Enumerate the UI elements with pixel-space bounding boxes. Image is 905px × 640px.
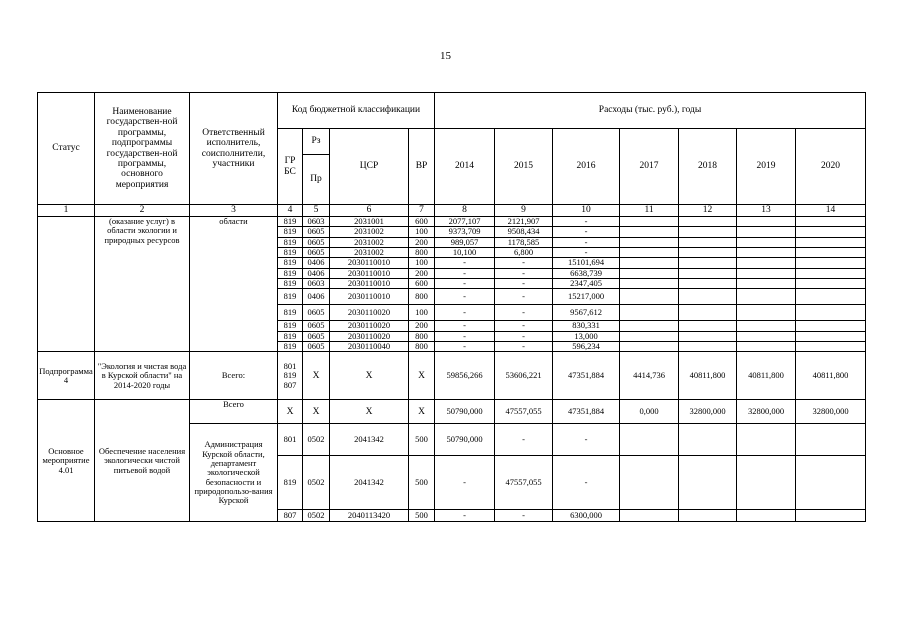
value-cell: - bbox=[495, 268, 553, 278]
vr-cell: 100 bbox=[409, 227, 435, 237]
grbs-cell: 819 bbox=[278, 289, 303, 305]
csr-cell: 2030110010 bbox=[330, 258, 409, 268]
value-cell: - bbox=[495, 331, 553, 341]
rzpr-cell: 0605 bbox=[303, 227, 330, 237]
value-cell: 9567,612 bbox=[553, 305, 620, 321]
vr-cell: 800 bbox=[409, 289, 435, 305]
value-cell: 15101,694 bbox=[553, 258, 620, 268]
empty-cell bbox=[620, 237, 679, 247]
value-cell: 6,800 bbox=[495, 248, 553, 258]
value-cell: 6300,000 bbox=[553, 510, 620, 522]
rzpr-cell: 0605 bbox=[303, 321, 330, 331]
grbs-cell: 819 bbox=[278, 342, 303, 352]
value-cell: - bbox=[435, 305, 495, 321]
rzpr-cell: 0605 bbox=[303, 305, 330, 321]
empty-cell bbox=[620, 342, 679, 352]
empty-cell bbox=[620, 258, 679, 268]
empty-cell bbox=[796, 510, 866, 522]
grbs-cell: 807 bbox=[278, 510, 303, 522]
empty-cell bbox=[679, 321, 737, 331]
grbs-cell: 819 bbox=[278, 331, 303, 341]
empty-cell bbox=[620, 279, 679, 289]
rzpr-cell: 0605 bbox=[303, 342, 330, 352]
header-year: 2017 bbox=[620, 129, 679, 205]
column-number: 3 bbox=[190, 205, 278, 217]
value-cell: - bbox=[435, 456, 495, 510]
empty-cell bbox=[796, 268, 866, 278]
table-row bbox=[38, 352, 866, 400]
empty-cell bbox=[679, 289, 737, 305]
value-cell: - bbox=[495, 289, 553, 305]
empty-cell bbox=[679, 217, 737, 227]
empty-cell bbox=[620, 331, 679, 341]
empty-cell bbox=[679, 248, 737, 258]
csr-cell: 2030110010 bbox=[330, 289, 409, 305]
empty-cell bbox=[737, 227, 796, 237]
csr-cell: 2030110020 bbox=[330, 321, 409, 331]
column-number: 13 bbox=[737, 205, 796, 217]
value-cell: 32800,000 bbox=[737, 400, 796, 424]
value-cell: 59856,266 bbox=[435, 352, 495, 400]
table-row bbox=[38, 400, 866, 424]
value-cell: - bbox=[435, 289, 495, 305]
empty-cell bbox=[620, 289, 679, 305]
empty-cell bbox=[679, 424, 737, 456]
grbs-cell: 819 bbox=[278, 456, 303, 510]
value-cell: 40811,800 bbox=[679, 352, 737, 400]
value-cell: - bbox=[553, 456, 620, 510]
grbs-cell: 819 bbox=[278, 305, 303, 321]
empty-cell bbox=[737, 217, 796, 227]
value-cell: 6638,739 bbox=[553, 268, 620, 278]
empty-cell bbox=[737, 321, 796, 331]
header-year: 2020 bbox=[796, 129, 866, 205]
value-cell: 32800,000 bbox=[679, 400, 737, 424]
empty-cell bbox=[737, 424, 796, 456]
value-cell: 9373,709 bbox=[435, 227, 495, 237]
column-number: 14 bbox=[796, 205, 866, 217]
empty-cell bbox=[620, 510, 679, 522]
value-cell: - bbox=[495, 321, 553, 331]
responsible-cell: Администрация Курской области, департамент экологической безопасности и природопользо-вания Курской bbox=[190, 424, 278, 522]
status-cell: Основное мероприятие 4.01 bbox=[38, 400, 95, 522]
header-grbs: ГР БС bbox=[278, 129, 303, 205]
column-number: 6 bbox=[330, 205, 409, 217]
value-cell: - bbox=[495, 424, 553, 456]
grbs-cell: 801 819 807 bbox=[278, 352, 303, 400]
value-cell: - bbox=[495, 342, 553, 352]
vr-cell: 500 bbox=[409, 456, 435, 510]
empty-cell bbox=[737, 305, 796, 321]
rzpr-cell: 0502 bbox=[303, 424, 330, 456]
column-number: 7 bbox=[409, 205, 435, 217]
csr-cell: 2031002 bbox=[330, 227, 409, 237]
rzpr-cell: 0406 bbox=[303, 289, 330, 305]
grbs-cell: 819 bbox=[278, 248, 303, 258]
vr-cell: 600 bbox=[409, 279, 435, 289]
vr-cell: 800 bbox=[409, 331, 435, 341]
vr-cell: 800 bbox=[409, 248, 435, 258]
value-cell: - bbox=[435, 342, 495, 352]
header-vr: ВР bbox=[409, 129, 435, 205]
header-pr: Пр bbox=[303, 155, 330, 205]
vr-cell: X bbox=[409, 400, 435, 424]
empty-cell bbox=[679, 305, 737, 321]
empty-cell bbox=[620, 424, 679, 456]
csr-cell: 2030110020 bbox=[330, 331, 409, 341]
empty-cell bbox=[679, 510, 737, 522]
header-csr: ЦСР bbox=[330, 129, 409, 205]
value-cell: - bbox=[553, 424, 620, 456]
table-row bbox=[38, 217, 866, 227]
rzpr-cell: 0603 bbox=[303, 279, 330, 289]
grbs-cell: 819 bbox=[278, 321, 303, 331]
vr-cell: 100 bbox=[409, 305, 435, 321]
value-cell: - bbox=[435, 279, 495, 289]
empty-cell bbox=[679, 258, 737, 268]
empty-cell bbox=[737, 331, 796, 341]
empty-cell bbox=[796, 305, 866, 321]
vr-cell: 200 bbox=[409, 237, 435, 247]
value-cell: 13,000 bbox=[553, 331, 620, 341]
empty-cell bbox=[620, 248, 679, 258]
value-cell: 2077,107 bbox=[435, 217, 495, 227]
rzpr-cell: 0502 bbox=[303, 510, 330, 522]
csr-cell: 2030110040 bbox=[330, 342, 409, 352]
value-cell: 4414,736 bbox=[620, 352, 679, 400]
empty-cell bbox=[796, 227, 866, 237]
csr-cell: X bbox=[330, 400, 409, 424]
empty-cell bbox=[737, 237, 796, 247]
empty-cell bbox=[737, 342, 796, 352]
header-status: Статус bbox=[38, 93, 95, 205]
value-cell: 47351,884 bbox=[553, 352, 620, 400]
empty-cell bbox=[737, 456, 796, 510]
grbs-cell: 801 bbox=[278, 424, 303, 456]
csr-cell: 2040113420 bbox=[330, 510, 409, 522]
value-cell: - bbox=[553, 237, 620, 247]
empty-cell bbox=[737, 289, 796, 305]
vr-cell: 500 bbox=[409, 510, 435, 522]
value-cell: - bbox=[553, 227, 620, 237]
rzpr-cell: 0603 bbox=[303, 217, 330, 227]
rzpr-cell: X bbox=[303, 400, 330, 424]
header-year: 2016 bbox=[553, 129, 620, 205]
responsible-cell: Всего bbox=[190, 400, 278, 424]
value-cell: 989,057 bbox=[435, 237, 495, 247]
value-cell: 47557,055 bbox=[495, 400, 553, 424]
csr-cell: 2041342 bbox=[330, 424, 409, 456]
rzpr-cell: 0406 bbox=[303, 258, 330, 268]
header-budget-code: Код бюджетной классификации bbox=[278, 93, 435, 129]
empty-cell bbox=[796, 248, 866, 258]
empty-cell bbox=[620, 305, 679, 321]
vr-cell: 500 bbox=[409, 424, 435, 456]
empty-cell bbox=[620, 268, 679, 278]
value-cell: - bbox=[435, 331, 495, 341]
csr-cell: 2031001 bbox=[330, 217, 409, 227]
header-year: 2019 bbox=[737, 129, 796, 205]
empty-cell bbox=[737, 510, 796, 522]
page-number: 15 bbox=[440, 50, 451, 62]
value-cell: - bbox=[495, 258, 553, 268]
value-cell: - bbox=[495, 305, 553, 321]
value-cell: - bbox=[495, 510, 553, 522]
responsible-cell: области bbox=[190, 217, 278, 352]
value-cell: 2347,405 bbox=[553, 279, 620, 289]
grbs-cell: 819 bbox=[278, 279, 303, 289]
grbs-cell: 819 bbox=[278, 258, 303, 268]
value-cell: 0,000 bbox=[620, 400, 679, 424]
empty-cell bbox=[737, 258, 796, 268]
value-cell: 596,234 bbox=[553, 342, 620, 352]
empty-cell bbox=[679, 342, 737, 352]
value-cell: 2121,907 bbox=[495, 217, 553, 227]
column-number: 1 bbox=[38, 205, 95, 217]
empty-cell bbox=[796, 456, 866, 510]
rzpr-cell: X bbox=[303, 352, 330, 400]
value-cell: 50790,000 bbox=[435, 400, 495, 424]
csr-cell: 2030110010 bbox=[330, 279, 409, 289]
header-name: Наименование государствен-ной программы, подпрограммы государствен-ной программы, основного мероприятия bbox=[95, 93, 190, 205]
column-number: 2 bbox=[95, 205, 190, 217]
value-cell: 1178,585 bbox=[495, 237, 553, 247]
rzpr-cell: 0605 bbox=[303, 248, 330, 258]
empty-cell bbox=[620, 217, 679, 227]
rzpr-cell: 0502 bbox=[303, 456, 330, 510]
csr-cell: X bbox=[330, 352, 409, 400]
empty-cell bbox=[796, 237, 866, 247]
status-cell: Подпрограмма 4 bbox=[38, 352, 95, 400]
vr-cell: 200 bbox=[409, 321, 435, 331]
column-number: 5 bbox=[303, 205, 330, 217]
value-cell: 830,331 bbox=[553, 321, 620, 331]
value-cell: 9508,434 bbox=[495, 227, 553, 237]
value-cell: 10,100 bbox=[435, 248, 495, 258]
csr-cell: 2041342 bbox=[330, 456, 409, 510]
vr-cell: X bbox=[409, 352, 435, 400]
empty-cell bbox=[796, 331, 866, 341]
empty-cell bbox=[737, 268, 796, 278]
rzpr-cell: 0605 bbox=[303, 237, 330, 247]
value-cell: - bbox=[553, 248, 620, 258]
grbs-cell: X bbox=[278, 400, 303, 424]
empty-cell bbox=[620, 227, 679, 237]
empty-cell bbox=[679, 268, 737, 278]
vr-cell: 100 bbox=[409, 258, 435, 268]
value-cell: - bbox=[435, 510, 495, 522]
column-number: 9 bbox=[495, 205, 553, 217]
value-cell: 40811,800 bbox=[796, 352, 866, 400]
value-cell: - bbox=[495, 279, 553, 289]
budget-table bbox=[37, 92, 866, 522]
empty-cell bbox=[620, 456, 679, 510]
grbs-cell: 819 bbox=[278, 227, 303, 237]
grbs-cell: 819 bbox=[278, 237, 303, 247]
empty-cell bbox=[796, 289, 866, 305]
grbs-cell: 819 bbox=[278, 268, 303, 278]
rzpr-cell: 0406 bbox=[303, 268, 330, 278]
vr-cell: 800 bbox=[409, 342, 435, 352]
value-cell: 40811,800 bbox=[737, 352, 796, 400]
empty-cell bbox=[679, 456, 737, 510]
grbs-cell: 819 bbox=[278, 217, 303, 227]
name-cell: "Экология и чистая вода в Курской области" на 2014-2020 годы bbox=[95, 352, 190, 400]
empty-cell bbox=[796, 279, 866, 289]
empty-cell bbox=[737, 248, 796, 258]
value-cell: 47557,055 bbox=[495, 456, 553, 510]
empty-cell bbox=[679, 237, 737, 247]
csr-cell: 2030110020 bbox=[330, 305, 409, 321]
empty-cell bbox=[679, 279, 737, 289]
value-cell: - bbox=[435, 321, 495, 331]
value-cell: 15217,000 bbox=[553, 289, 620, 305]
empty-cell bbox=[737, 279, 796, 289]
empty-cell bbox=[620, 321, 679, 331]
name-cell: Обеспечение населения экологически чистой питьевой водой bbox=[95, 400, 190, 522]
empty-cell bbox=[796, 342, 866, 352]
empty-cell bbox=[796, 424, 866, 456]
column-number: 11 bbox=[620, 205, 679, 217]
value-cell: - bbox=[435, 268, 495, 278]
column-number: 12 bbox=[679, 205, 737, 217]
empty-cell bbox=[796, 217, 866, 227]
header-year: 2015 bbox=[495, 129, 553, 205]
value-cell: - bbox=[435, 258, 495, 268]
value-cell: 47351,884 bbox=[553, 400, 620, 424]
name-cell: (оказание услуг) в области экологии и природных ресурсов bbox=[95, 217, 190, 352]
rzpr-cell: 0605 bbox=[303, 331, 330, 341]
status-cell bbox=[38, 217, 95, 352]
empty-cell bbox=[796, 321, 866, 331]
header-responsible: Ответственный исполнитель, соисполнители, участники bbox=[190, 93, 278, 205]
empty-cell bbox=[796, 258, 866, 268]
header-year: 2018 bbox=[679, 129, 737, 205]
vr-cell: 200 bbox=[409, 268, 435, 278]
header-expenses: Расходы (тыс. руб.), годы bbox=[435, 93, 866, 129]
value-cell: - bbox=[553, 217, 620, 227]
value-cell: 53606,221 bbox=[495, 352, 553, 400]
value-cell: 50790,000 bbox=[435, 424, 495, 456]
column-number: 10 bbox=[553, 205, 620, 217]
header-year: 2014 bbox=[435, 129, 495, 205]
csr-cell: 2031002 bbox=[330, 248, 409, 258]
header-rz: Рз bbox=[303, 129, 330, 155]
responsible-cell: Всего: bbox=[190, 352, 278, 400]
csr-cell: 2030110010 bbox=[330, 268, 409, 278]
column-number: 4 bbox=[278, 205, 303, 217]
csr-cell: 2031002 bbox=[330, 237, 409, 247]
value-cell: 32800,000 bbox=[796, 400, 866, 424]
column-number: 8 bbox=[435, 205, 495, 217]
empty-cell bbox=[679, 331, 737, 341]
empty-cell bbox=[679, 227, 737, 237]
vr-cell: 600 bbox=[409, 217, 435, 227]
